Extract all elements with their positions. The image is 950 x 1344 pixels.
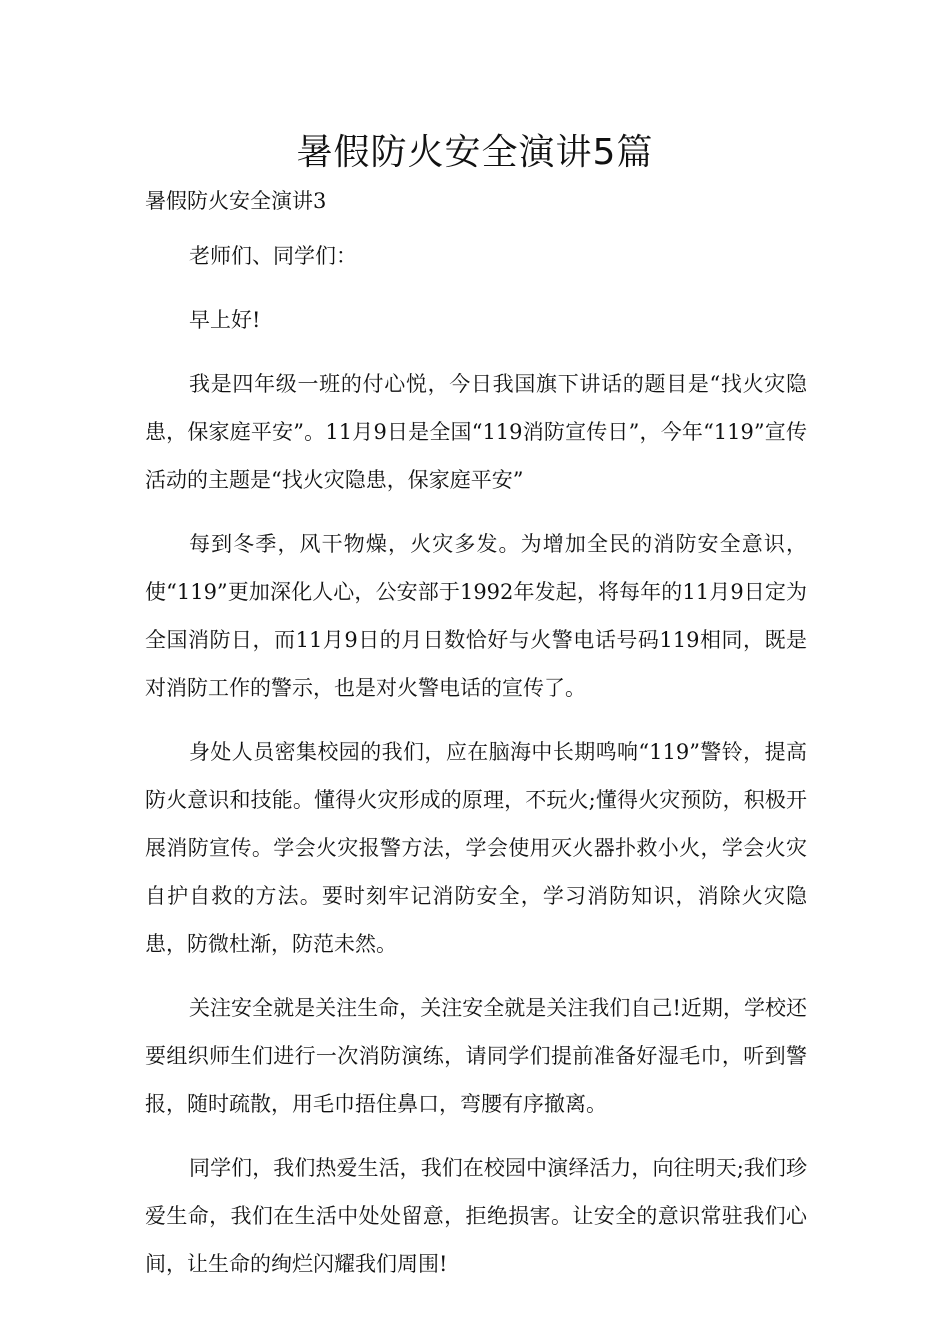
paragraph-closing: 同学们，我们热爱生活，我们在校园中演绎活力，向往明天;我们珍爱生命，我们在生活中处处留意，拒绝损害。让安全的意识常驻我们心间，让生命的绚烂闪耀我们周围! [145, 1156, 807, 1276]
paragraph-fire-day-origin: 每到冬季，风干物燥，火灾多发。为增加全民的消防安全意识，使“119”更加深化人心，公安部于1992年发起，将每年的11月9日定为全国消防日，而11月9日的月日数恰好与火警电话号码119相同，既是对消防工作的警示，也是对火警电话的宣传了。 [145, 532, 807, 700]
paragraph-good-morning: 早上好! [189, 308, 261, 332]
paragraph-campus-awareness: 身处人员密集校园的我们，应在脑海中长期鸣响“119”警铃，提高防火意识和技能。懂得火灾形成的原理，不玩火;懂得火灾预防，积极开展消防宣传。学会火灾报警方法，学会使用灭火器扑救小火，学会火灾自护自救的方法。要时刻牢记消防安全，学习消防知识，消除火灾隐患，防微杜渐，防范未然。 [145, 740, 807, 956]
paragraph-introduction: 我是四年级一班的付心悦，今日我国旗下讲话的题目是“找火灾隐患，保家庭平安”。11月9日是全国“119消防宣传日”，今年“119”宣传活动的主题是“找火灾隐患，保家庭平安” [145, 372, 807, 492]
paragraph-greeting: 老师们、同学们： [189, 244, 357, 268]
document-body [145, 232, 807, 1304]
document-title: 暑假防火安全演讲5篇 [296, 132, 654, 173]
paragraph-fire-drill: 关注安全就是关注生命，关注安全就是关注我们自己!近期，学校还要组织师生们进行一次消防演练，请同学们提前准备好湿毛巾，听到警报，随时疏散，用毛巾捂住鼻口，弯腰有序撤离。 [145, 996, 807, 1116]
section-heading: 暑假防火安全演讲3 [145, 189, 327, 213]
